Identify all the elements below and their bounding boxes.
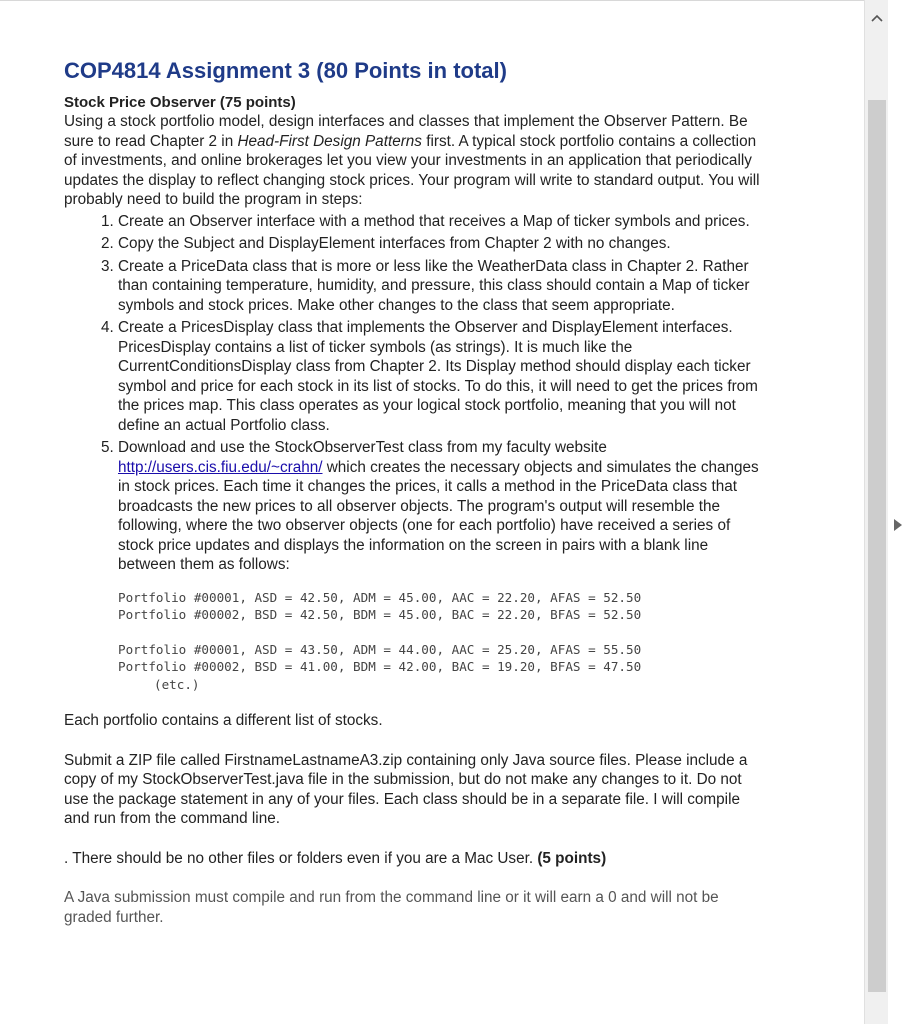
scrollbar-thumb[interactable] bbox=[868, 100, 886, 992]
intro-text-after: first. A typical stock portfolio contains a collection of investments, and online brokerages let you view your investments in an application that periodically updates the display to reflect changing stock prices. Your program will write to standard output. You will probably need to build the program in steps: bbox=[64, 132, 760, 208]
steps-list bbox=[64, 212, 764, 694]
output-line: Portfolio #00001, ASD = 42.50, ADM = 45.00, AAC = 22.20, AFAS = 52.50 bbox=[118, 589, 642, 605]
sample-output bbox=[118, 589, 764, 694]
output-line: Portfolio #00001, ASD = 43.50, ADM = 44.00, AAC = 25.20, AFAS = 55.50 bbox=[118, 641, 642, 657]
submit-paragraph: Submit a ZIP file called FirstnameLastnameA3.zip containing only Java source files. Please include a copy of my StockObserverTest.java file in the submission, but do not make any changes to it. Do not use the package statement in any of your files. Each class should be in a separate file. I will compile and run from the command line. bbox=[64, 751, 748, 827]
no-files-points: (5 points) bbox=[537, 849, 607, 867]
step-item: 4. Create a PricesDisplay class that implements the Observer and DisplayElement interfaces. PricesDisplay contains a list of ticker symbols (as strings). It is much like the CurrentConditionsDisplay class from Chapter 2. Its Display method should display each ticker symbol and price for each stock in its list of stocks. To do this, it will need to get the prices from the prices map. This class operates as your logical stock portfolio, meaning that you will not define an actual Portfolio class. bbox=[118, 318, 764, 435]
step-item: 2. Copy the Subject and DisplayElement interfaces from Chapter 2 with no changes. bbox=[118, 234, 764, 254]
scroll-up-icon[interactable] bbox=[869, 12, 885, 24]
document-content bbox=[64, 57, 764, 927]
faculty-website-link[interactable]: http://users.cis.fiu.edu/~crahn/ bbox=[118, 458, 323, 476]
page-title: COP4814 Assignment 3 (80 Points in total) bbox=[64, 58, 507, 83]
step-item bbox=[118, 438, 764, 693]
no-files-text: . There should be no other files or folders even if you are a Mac User. bbox=[64, 849, 538, 867]
step-item: 1. Create an Observer interface with a method that receives a Map of ticker symbols and prices. bbox=[118, 212, 764, 232]
no-files-paragraph bbox=[64, 849, 764, 869]
each-portfolio-paragraph: Each portfolio contains a different list of stocks. bbox=[64, 712, 383, 729]
output-line: Portfolio #00002, BSD = 42.50, BDM = 45.00, BAC = 22.20, BFAS = 52.50 bbox=[118, 607, 642, 622]
vertical-scrollbar[interactable] bbox=[864, 0, 889, 1024]
output-etc: (etc.) bbox=[154, 676, 200, 692]
java-note-paragraph: A Java submission must compile and run from the command line or it will earn a 0 and will not be graded further. bbox=[64, 889, 719, 926]
intro-paragraph bbox=[64, 112, 764, 210]
intro-text-before: Using a stock portfolio model, design interfaces and classes that implement the Observer Pattern. Be sure to read Chapter 2 in bbox=[64, 113, 748, 150]
step-item: 3. Create a PriceData class that is more or less like the WeatherData class in Chapter 2. Rather than containing temperature, humidity, and pressure, this class should contain a Map of ticker symbols and stock prices. Make other changes to the class that seem appropriate. bbox=[118, 257, 764, 316]
expand-arrow-icon[interactable] bbox=[893, 518, 903, 532]
output-line: Portfolio #00002, BSD = 41.00, BDM = 42.00, BAC = 19.20, BFAS = 47.50 bbox=[118, 659, 642, 674]
step5-text-before: Download and use the StockObserverTest class from my faculty website bbox=[118, 439, 607, 456]
section-heading: Stock Price Observer (75 points) bbox=[64, 94, 296, 111]
book-title: Head-First Design Patterns bbox=[237, 132, 422, 150]
step5-text-after: which creates the necessary objects and simulates the changes in stock prices. Each time it changes the prices, it calls a method in the PriceData class that broadcasts the new prices to all observer objects. The program's output will resemble the following, where the two observer objects (one for each portfolio) have received a series of stock price updates and displays the information on the screen in pairs with a blank line between them as follows: bbox=[118, 458, 759, 573]
right-gutter bbox=[888, 0, 919, 1024]
